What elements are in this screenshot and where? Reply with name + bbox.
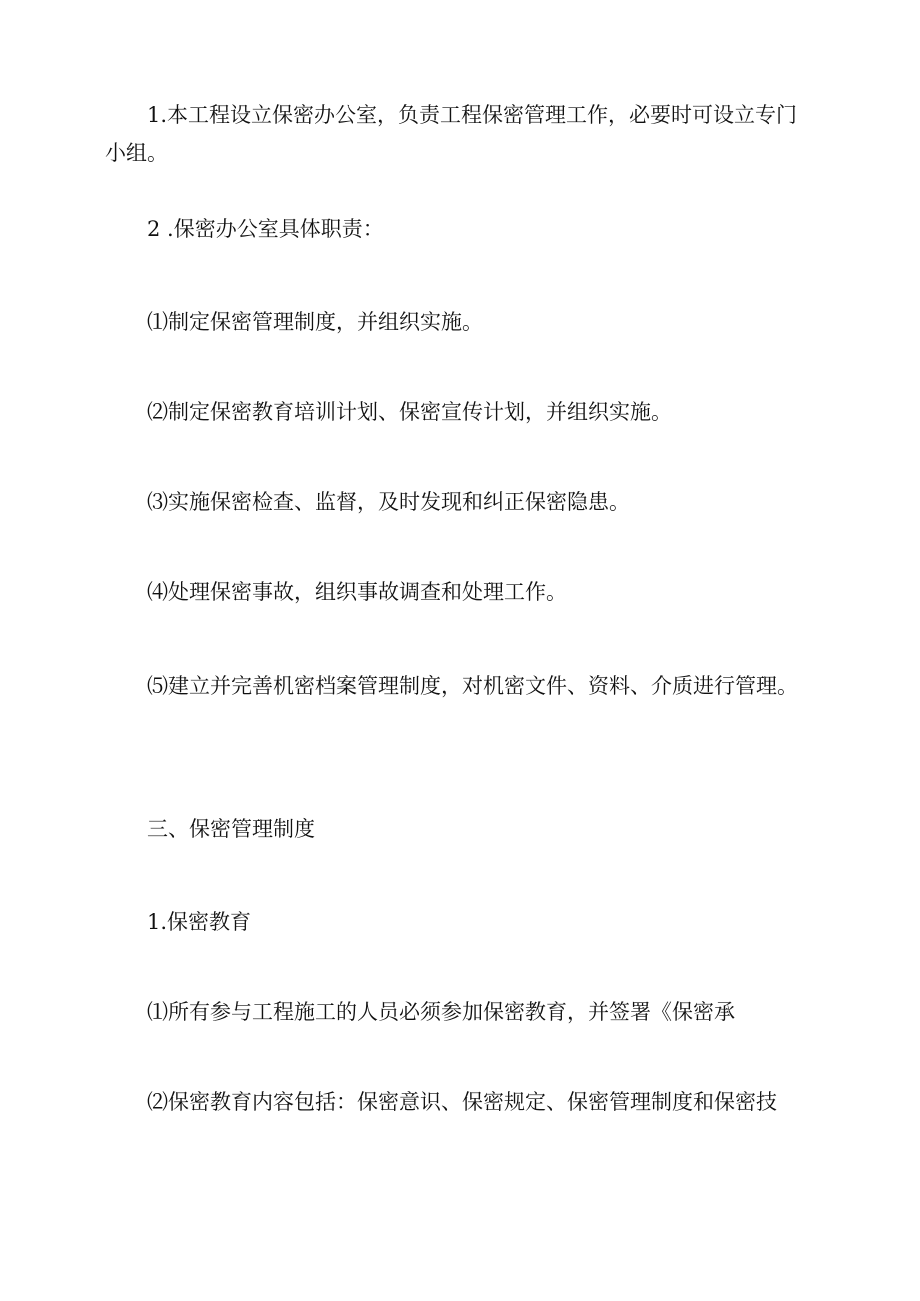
paragraph-duty-3: ⑶实施保密检查、监督，及时发现和纠正保密隐患。 — [147, 490, 630, 514]
paragraph-duty-5: ⑸建立并完善机密档案管理制度，对机密文件、资料、介质进行管理。 — [147, 674, 798, 698]
paragraph-duty-1: ⑴制定保密管理制度，并组织实施。 — [147, 310, 483, 334]
paragraph-office-duties-heading: 2 .保密办公室具体职责： — [147, 217, 384, 241]
paragraph-duty-2: ⑵制定保密教育培训计划、保密宣传计划，并组织实施。 — [147, 400, 672, 424]
paragraph-duty-4: ⑷处理保密事故，组织事故调查和处理工作。 — [147, 580, 567, 604]
subheading-confidentiality-education: 1.保密教育 — [147, 910, 252, 934]
paragraph-office-setup: 1.本工程设立保密办公室，负责工程保密管理工作，必要时可设立专门小组。 — [105, 103, 798, 165]
paragraph-education-2: ⑵保密教育内容包括：保密意识、保密规定、保密管理制度和保密技 — [147, 1090, 777, 1114]
paragraph-education-1: ⑴所有参与工程施工的人员必须参加保密教育，并签署《保密承 — [147, 1000, 735, 1024]
section-heading-confidentiality-system: 三、保密管理制度 — [147, 817, 315, 841]
